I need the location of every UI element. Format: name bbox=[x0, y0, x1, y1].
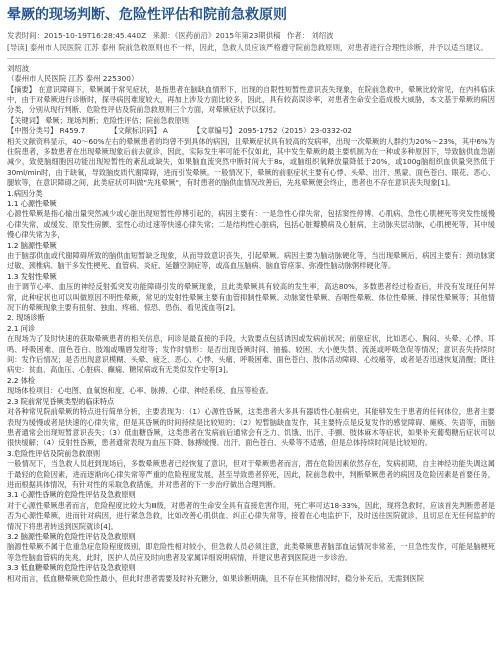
section-heading: 3.危险性评估及院前急救原则 bbox=[7, 448, 101, 458]
paragraph: 【关键词】 晕厥；现场判断；危险性评估；院前急救原则 bbox=[7, 115, 189, 125]
article-body bbox=[7, 85, 495, 585]
paragraph: 在现场为了及时快速的获取晕厥患者的相关信息，问诊是最直接的手段，大致要点包括诱因或发病前状况；前驱症状，比如恶心、胸闷、头晕、心悸、耳鸣、呼吸困难、面色苍白、肢端或嘴唇发绀等；发作时情形：是否出现昏厥时间、抽搐、较困、大小便失禁、流涎或呼吸急促等情况；意识丧失持续时间：发作后情况；是否出现意识模糊、头晕、疲乏、恶心、心悸、头痛、呼吸困难、面色苍白、肢体活动障碍、心绞痛等，或者是否迅速恢复清醒；既往病史：贫血、高血压、心脏病、癫痫、糖尿病或有无类似发作史等[3]。 bbox=[7, 334, 495, 375]
section-heading: 2.3 院前常见昏厥类型的临床特点 bbox=[7, 396, 115, 406]
divider bbox=[7, 58, 495, 59]
author-affiliation: （泰州市人民医院 江苏 泰州 225300） bbox=[7, 74, 139, 83]
paragraph: 由于脑部供血或代谢障碍所致的脑供血短暂缺乏现象，从而导致意识丧失，引起晕厥。病因主要为脑动脉硬化等，当出现晕厥后，病因主要有：颈动脉窦过敏、颈椎病、脑干多发性梗死、血管病、炎症、延髓空洞症等，或高血压脑病、脑血管痉挛、弥漫性脑动脉粥样硬化等。 bbox=[7, 251, 495, 271]
article-title: 晕厥的现场判断、危险性评估和院前急救原则 bbox=[7, 7, 287, 23]
section-heading: 1.病因分类 bbox=[7, 188, 43, 198]
paragraph: 一般情况下，当急救人员赶到现场后，多数晕厥患者已经恢复了意识，但对于晕厥患者而言，潜在危险因素依然存在，发病初期，自主神经功能失调这属于最轻的危险因素，进而逐渐向心律失常等严重的危险程度发展，甚至导致患者猝死，因此，院前急救中，判断晕厥患者的病因及危险因素是首要任务，进而根据具体情况，有针对性的采取急救措施，并对患者的下一步治疗做出合理判断。 bbox=[7, 459, 495, 489]
paragraph: 脑源性晕厥不属于危重急症危险程度级别，即危险性相对较小，但急救人员必须注意，此类晕厥患者脑部血运情况非常差，一旦急性发作，可能是脑梗死等急性脑血管病的先兆，此时，医护人员应及时向患者及家属详细说明病情，并建议患者到医院进一步诊治。 bbox=[7, 542, 495, 562]
section-heading: 1.1 心源性晕厥 bbox=[7, 198, 57, 208]
section-heading: 2.1 问诊 bbox=[7, 323, 36, 333]
section-heading: 1.2 脑源性晕厥 bbox=[7, 240, 57, 250]
paragraph: 【摘要】 在意识障碍下，晕厥属于常见症状，是指患者在脑缺血情形下，出现的自限性短暂性意识丧失现象，在院前急救中，晕厥比较常见，在内科临床中，由于对晕厥进行诊断时，探寻病因难度较大，再加上涉及方面比较多，因此，具有较高误诊率，对患者生命安全造成极大威胁，本文基于晕厥的病因分类，分别从现行判断、危险性评估及院前急救原则三个方面，对晕厥症状予以探讨。 bbox=[7, 84, 495, 115]
paragraph: 相关文献资料显示，40～60%左右的晕厥患者的均曾不到具体的病因，且晕厥症状具有较高的发病率，出现一次晕厥的人群约为20%～23%，其中6%为住院患者，多数患者在出现晕厥现象后前去就诊，因此，实际发生率可能不仅如此，其中发生晕厥的最主要机制为在一种或多种原因下，导致脑供血急剧减少，致使脑细胞因功能出现短暂性的紊乱或缺失，如果脑血流突然中断时间大于8s，或脑组织氧释放量降低于20%，或100g脑组织血供量突然低于30ml/min时，由于缺氧，导致脑皮质代谢障碍，进而引发晕厥。一般情况下，晕厥的前驱症状主要有心悸、头晕、出汗、黑蒙、面色苍白、眼花、恶心、腿软等，在意识障碍之间，此类症状可叫做"先兆晕厥"，有时患者的脑供血情况改善后，先兆晕厥便会终止，患者也不存在意识丧失现象[1]。 bbox=[7, 136, 495, 188]
paragraph: 现场体检项目：心电图、血氧饱和度、心率、脉搏、心律、神经系统、血压等检查。 bbox=[7, 386, 273, 396]
paragraph: 相对而言，低血糖晕厥危险性最小，但此时患者需要及时补充糖分，如果诊断明确，且不存在其他情况时，稳分补充后，无需到医院 bbox=[7, 573, 424, 583]
paragraph: 对于心源性晕厥患者而言，危险程度比较大为Ⅲ级，对患者的生命安全具有直接危害作用，死亡率可达18-33%，因此，现将急救时，应该首先判断患者是否为心源性晕厥，进而针对病因，进行紧急急救，比如改善心肌供血、纠正心律失常等，接着在心电监护下，及时送往医院就诊，且切忌在无任何监护的情况下将患者转送到医院就诊[4]。 bbox=[7, 500, 495, 531]
section-heading: 2.2 体检 bbox=[7, 375, 36, 385]
publish-time: 发表时间：2015-10-19T16:28:45.440Z bbox=[7, 31, 147, 40]
section-heading: 1.3 发射性晕厥 bbox=[7, 271, 57, 281]
author-label: 作者： 刘绍波 bbox=[286, 31, 334, 40]
section-heading: 3.3 低血糖晕厥的危险性评估及急救原则 bbox=[7, 563, 136, 573]
paragraph: 对各种常见院前晕厥的特点进行简单分析，主要表现为：（1）心源性昏厥，这类患者大多具有器质性心脏病史，其能够发生于患者的任何体位，患者主要表现为缓慢或者是快速的心律失常，但是其昏厥的时间持续是比较短的；（2）短暂脑缺血发作，其主要特点是反复发作的感觉障碍、瘫痪、失语等，而脑患者通常会出现短暂意识丧失；（3）低血糖昏厥，这类患者在发病前后通常会有乏力、饥饿、出汗、手颤、肢体麻木等症状，如果补充葡萄糖后症状可以很快缓解；（4）反射性昏厥，患者通常表现为血压下降、脉搏缓慢、出汗、面色苍白、头晕等不适感，但是总体持续时间是比较短的。 bbox=[7, 407, 495, 448]
section-heading: 2. 现场诊断 bbox=[7, 313, 45, 323]
paragraph: 心源性晕厥是指心输出量突然减少或心脏出现短暂性停博引起的，病因主要有：一是急性心律失常，包括窦性停博、心肌病、急性心肌梗死等突发性缓慢心律失常，或缓发、原发性房颤、室性心动过速等快速心律失常；二是结构性心脏病，包括心脏瓣膜病及心脏病，主动脉夹层动脉，心肌梗死等，其中缓慢心律失常为多， bbox=[7, 209, 495, 240]
section-heading: 3.1 心源性昏厥的危险性评估及急救原则 bbox=[7, 490, 136, 500]
section-heading: 3.2 脑源性晕厥的危险性评估及急救原则 bbox=[7, 531, 136, 541]
article-meta bbox=[7, 30, 495, 41]
paragraph: 【中图分类号】 R459.7 【文献标识码】 A 【文章编号】 2095-1752（2015）23-0332-02 bbox=[7, 126, 353, 136]
author-name: 刘绍波 bbox=[7, 63, 30, 73]
paragraph: 由于调节心率、血压的神经反射弧突发功能障碍引发的晕厥现象，且此类晕厥具有较高的发生率，高达80%，多数患者经过检查后，并没有发现任何异常，此种症状也可以叫做原因不明性晕厥，常见的发射性晕厥主要有血管抑制性晕厥、动脉窦性晕厥、吞咽性晕厥、体位性晕厥、排尿性晕厥等；其他情况下的晕厥现象主要有扭射、独血、疼痛、惊恐、恐伤、看见流血等[2]。 bbox=[7, 282, 495, 313]
source-link[interactable]: 来源：《医药前沿》2015年第23期供稿 bbox=[152, 31, 281, 40]
article-lead: [导读] 泰州市人民医院 江苏 泰州 院前急救原则也不一样，因此，急救人员应该严格遵守院前急救原则，对患者进行合理性诊断，并予以适当建议。 bbox=[7, 43, 488, 52]
